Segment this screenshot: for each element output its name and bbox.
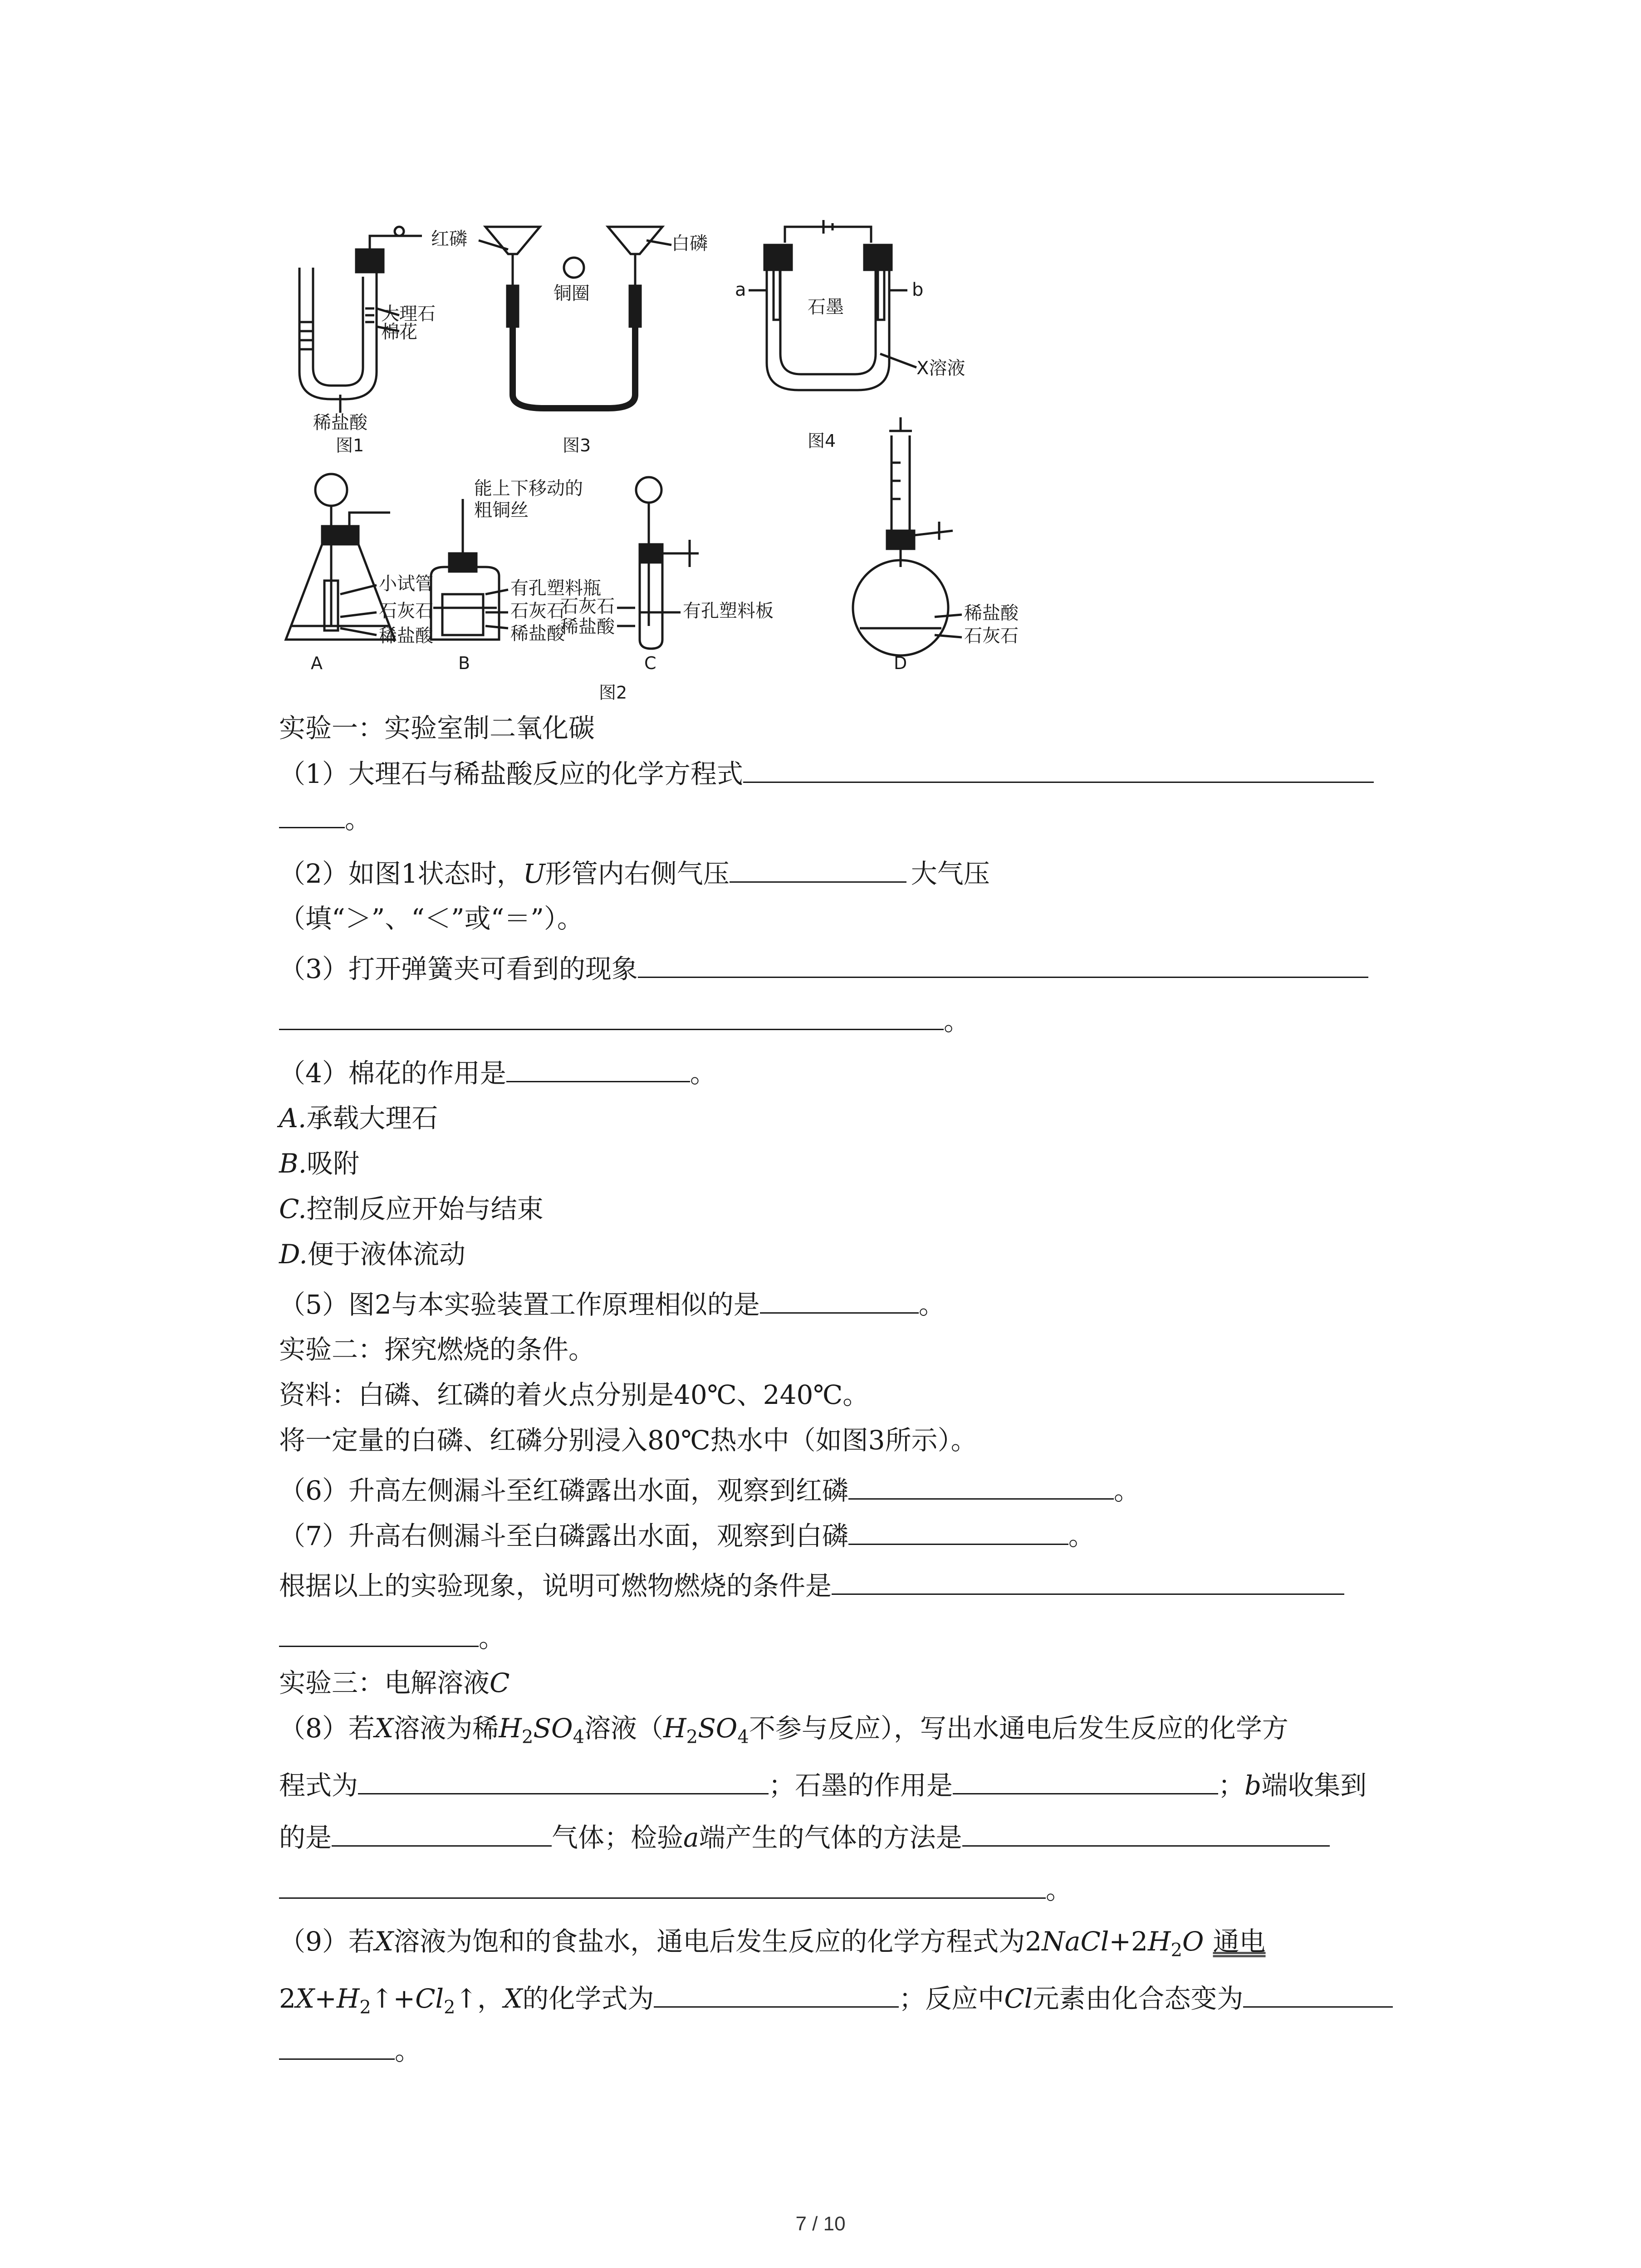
q8-text-a: （8）若 <box>279 1713 375 1744</box>
conclusion-text: 根据以上的实验现象，说明可燃物燃烧的条件是 <box>279 1570 832 1601</box>
q8-so: SO <box>533 1713 573 1744</box>
q8-end: 。 <box>1046 1874 1073 1905</box>
q9-x-var: X <box>374 1926 394 1957</box>
conclusion-answer-blank-cont[interactable] <box>279 1619 479 1647</box>
q6-end: 。 <box>1113 1475 1140 1506</box>
q9-arrow2: ↑， <box>455 1983 504 2014</box>
exp3-title-text: 实验三：电解溶液 <box>279 1667 490 1698</box>
q1-answer-blank[interactable] <box>743 755 1374 783</box>
option-d-text: 便于液体流动 <box>307 1239 465 1270</box>
fig3-label-red-p: 红磷 <box>431 229 467 249</box>
exp1-title-text: 实验一：实验室制二氧化碳 <box>279 713 595 743</box>
q9-sub-2: 2 <box>1171 1940 1182 1961</box>
q7-answer-blank[interactable] <box>848 1517 1068 1545</box>
q8-equation-blank[interactable] <box>358 1767 769 1794</box>
q8-sub-2b: 2 <box>686 1726 698 1748</box>
q2-text-c: 大气压 <box>911 858 990 889</box>
exp1-title <box>279 710 595 746</box>
fig2c-caption: C <box>644 653 656 673</box>
q8-b-var: b <box>1244 1770 1262 1801</box>
option-c-letter: C. <box>279 1193 307 1224</box>
q1-end: 。 <box>345 804 372 835</box>
fig2a-label-small-tube: 小试管 <box>379 573 433 594</box>
option-b-letter: B. <box>279 1148 307 1179</box>
q8-text-e: 程式为 <box>279 1770 358 1801</box>
exp2-title-text: 实验二：探究燃烧的条件。 <box>279 1334 595 1365</box>
apparatus-figures <box>272 218 1043 730</box>
fig4-label-graphite: 石墨 <box>808 297 844 318</box>
q4-option-c <box>279 1191 544 1227</box>
q2-answer-blank[interactable] <box>730 855 906 883</box>
q8-line3 <box>279 1819 1330 1856</box>
fig2d-caption: D <box>894 653 907 673</box>
q4-line <box>279 1055 716 1091</box>
q2-text-b: 形管内右侧气压 <box>545 858 730 889</box>
fig2c-label-limestone: 石灰石 <box>560 596 615 617</box>
q9-sub-h2: 2 <box>359 1997 371 2018</box>
q8-method-blank-cont[interactable] <box>279 1871 1046 1899</box>
q2-line2 <box>279 900 583 937</box>
q9-o: O <box>1182 1926 1204 1957</box>
q2-text-d: （填“＞”、“＜”或“＝”）。 <box>279 903 583 934</box>
q9-end: 。 <box>395 2035 421 2066</box>
q3-end: 。 <box>944 1006 970 1036</box>
fig3-label-white-p: 白磷 <box>671 233 708 254</box>
q1-answer-blank-cont[interactable] <box>279 801 345 828</box>
figures-area <box>272 218 1043 730</box>
fig2-D <box>853 417 962 655</box>
q9-text-b: 溶液为饱和的食盐水，通电后发生反应的化学方程式为2 <box>393 1926 1042 1957</box>
fig4-label-x-solution: X溶液 <box>916 358 965 379</box>
q3-line2 <box>279 1002 970 1039</box>
fig2b-label-acid: 稀盐酸 <box>510 623 565 644</box>
q7-end: 。 <box>1068 1520 1095 1551</box>
q1-line2 <box>279 801 371 837</box>
setup-line <box>279 1422 977 1458</box>
q8-text-j: 气体；检验 <box>552 1822 684 1853</box>
q9-h2: H <box>336 1983 360 2014</box>
q1-line <box>279 755 1374 792</box>
q6-answer-blank[interactable] <box>848 1472 1114 1500</box>
q9-text-d: ；反应中 <box>899 1983 1004 2014</box>
q2-line <box>279 855 990 892</box>
fig2b-label-bottle: 有孔塑料瓶 <box>510 578 601 599</box>
q8-text-g: ； <box>1218 1770 1245 1801</box>
fig1-label-marble: 大理石 <box>381 303 436 324</box>
q4-answer-blank[interactable] <box>506 1055 690 1082</box>
fig2-C <box>617 477 699 649</box>
fig2b-label-movable: 能上下移动的 <box>474 478 583 499</box>
q5-line <box>279 1286 945 1323</box>
q9-text-c: 的化学式为 <box>522 1983 654 2014</box>
q8-h: H <box>499 1713 522 1744</box>
fig2d-label-acid: 稀盐酸 <box>964 603 1019 624</box>
q3-text: （3）打开弹簧夹可看到的现象 <box>279 953 638 984</box>
option-b-text: 吸附 <box>307 1148 360 1179</box>
q9-state-blank-cont[interactable] <box>279 2032 395 2060</box>
q8-text-c: 溶液（ <box>584 1713 664 1744</box>
fig4-label-a: a <box>735 279 746 300</box>
q5-text: （5）图2与本实验装置工作原理相似的是 <box>279 1289 760 1320</box>
exp2-title <box>279 1331 595 1368</box>
q4-text: （4）棉花的作用是 <box>279 1058 506 1089</box>
q9-condition: 通电 <box>1213 1926 1266 1957</box>
fig3-funnels <box>479 227 671 408</box>
q8-text-f: ；石墨的作用是 <box>769 1770 953 1801</box>
setup-text: 将一定量的白磷、红磷分别浸入80℃热水中（如图3所示）。 <box>279 1425 977 1456</box>
fig2-caption: 图2 <box>599 683 627 703</box>
q8-sub-4b: 4 <box>737 1726 749 1748</box>
conclusion-answer-blank[interactable] <box>832 1567 1344 1595</box>
q8-text-i: 的是 <box>279 1822 332 1853</box>
q8-text-b: 溶液为稀 <box>393 1713 499 1744</box>
q8-text-d: 不参与反应），写出水通电后发生反应的化学方 <box>749 1713 1288 1744</box>
option-a-letter: A. <box>279 1103 307 1134</box>
q4-option-b <box>279 1145 359 1182</box>
fig3-caption: 图3 <box>563 435 591 455</box>
q9-formula-blank[interactable] <box>654 1980 899 2008</box>
q4-option-a <box>279 1100 438 1136</box>
fig2a-label-limestone: 石灰石 <box>379 601 433 621</box>
fig1-label-acid: 稀盐酸 <box>313 412 367 433</box>
q8-gas-blank[interactable] <box>332 1819 552 1847</box>
q6-line <box>279 1472 1140 1509</box>
fig2a-caption: A <box>311 653 323 673</box>
option-c-text: 控制反应开始与结束 <box>306 1193 544 1224</box>
q4-end: 。 <box>690 1058 716 1089</box>
q7-line <box>279 1517 1095 1554</box>
fig2b-caption: B <box>458 653 470 673</box>
q5-end: 。 <box>918 1289 945 1320</box>
q8-a-var: a <box>683 1822 699 1853</box>
q8-h-b: H <box>663 1713 686 1744</box>
q9-sub-cl2: 2 <box>444 1997 456 2018</box>
fig2c-label-plate: 有孔塑料板 <box>683 601 774 621</box>
q8-line2 <box>279 1767 1367 1804</box>
option-a-text: 承载大理石 <box>306 1103 438 1134</box>
q1-text: （1）大理石与稀盐酸反应的化学方程式 <box>279 758 743 789</box>
q9-plus: +2 <box>1109 1926 1148 1957</box>
q9-nacl: NaCl <box>1042 1926 1109 1957</box>
conclusion-end: 。 <box>479 1623 505 1653</box>
q4-option-d <box>279 1236 465 1272</box>
fig2a-label-acid: 稀盐酸 <box>379 626 433 646</box>
fig2b-label-copper-wire: 粗铜丝 <box>474 500 529 521</box>
q6-text: （6）升高左侧漏斗至红磷露出水面，观察到红磷 <box>279 1475 848 1506</box>
fig2-A <box>286 474 395 640</box>
q8-method-blank[interactable] <box>962 1819 1330 1847</box>
fig1-caption: 图1 <box>336 435 364 455</box>
q8-sub-2: 2 <box>521 1726 534 1748</box>
q3-answer-blank[interactable] <box>638 950 1368 978</box>
q2-text-a: （2）如图1状态时， <box>279 858 523 889</box>
q9-line2 <box>279 1980 1393 2026</box>
q9-text-a: （9）若 <box>279 1926 375 1957</box>
q9-cl2: Cl <box>1004 1983 1033 2014</box>
info-text: 资料：白磷、红磷的着火点分别是40℃、240℃。 <box>279 1379 869 1410</box>
q7-text: （7）升高右侧漏斗至白磷露出水面，观察到白磷 <box>279 1520 848 1551</box>
fig4-label-b: b <box>912 279 924 300</box>
exp3-title <box>279 1665 509 1701</box>
q9-coef-2: 2 <box>279 1983 296 2014</box>
q8-line4 <box>279 1871 1072 1908</box>
conclusion-line2 <box>279 1619 505 1656</box>
q9-h: H <box>1147 1926 1171 1957</box>
fig1-label-cotton: 棉花 <box>381 322 417 342</box>
q2-u-var: U <box>523 858 545 889</box>
q8-text-h: 端收集到 <box>1261 1770 1367 1801</box>
q9-plus2: + <box>314 1983 337 2014</box>
fig3-label-copper-ring: 铜圈 <box>554 283 590 304</box>
page-number: 7 / 10 <box>795 2213 846 2235</box>
fig2b-label-limestone: 石灰石 <box>510 601 565 621</box>
q3-answer-blank-cont[interactable] <box>279 1002 944 1030</box>
q8-sub-4: 4 <box>573 1726 585 1748</box>
q5-answer-blank[interactable] <box>760 1286 919 1314</box>
fig2c-label-acid: 稀盐酸 <box>560 616 615 637</box>
q9-cl: Cl <box>415 1983 444 2014</box>
q8-graphite-blank[interactable] <box>953 1767 1218 1794</box>
option-d-letter: D. <box>279 1239 308 1270</box>
q8-text-k: 端产生的气体的方法是 <box>699 1822 962 1853</box>
fig2d-label-limestone: 石灰石 <box>964 626 1019 646</box>
q9-x3: X <box>504 1983 523 2014</box>
info-line <box>279 1377 869 1413</box>
q8-x-var: X <box>374 1713 394 1744</box>
q9-arrow: ↑+ <box>371 1983 416 2014</box>
q8-line1 <box>279 1710 1288 1755</box>
exp3-c-var: C <box>490 1667 510 1698</box>
q9-text-e: 元素由化合态变为 <box>1033 1983 1244 2014</box>
q9-x2: X <box>295 1983 315 2014</box>
q9-line3 <box>279 2032 421 2069</box>
q9-state-blank[interactable] <box>1243 1980 1393 2008</box>
fig4-caption: 图4 <box>808 431 836 451</box>
q9-line1 <box>279 1923 1266 1969</box>
conclusion-line <box>279 1567 1344 1604</box>
q8-so-b: SO <box>698 1713 738 1744</box>
q3-line <box>279 950 1368 987</box>
